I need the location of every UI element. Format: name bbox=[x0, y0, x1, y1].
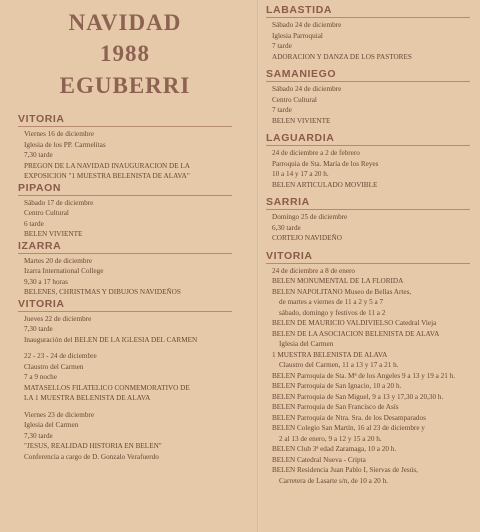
event-block bbox=[18, 314, 232, 346]
event-line: Centro Cultural bbox=[24, 209, 69, 217]
event-line: EXPOSICION "1 MUESTRA BELENISTA DE ALAVA" bbox=[24, 172, 190, 180]
event-line: sábado, domingo y festivos de 11 a 2 bbox=[279, 308, 386, 317]
event-section bbox=[266, 250, 470, 487]
event-block bbox=[266, 212, 470, 244]
event-line: 6 tarde bbox=[24, 219, 44, 228]
event-block bbox=[266, 148, 470, 190]
event-line: BELEN DE MAURICIO VALDIVIELSO Catedral Vieja bbox=[272, 319, 437, 327]
event-line: BELENES, CHRISTMAS Y DIBUJOS NAVIDEÑOS bbox=[24, 288, 181, 296]
event-line: 9,30 a 17 horas bbox=[24, 277, 68, 286]
event-section bbox=[266, 196, 470, 244]
event-line: CORTEJO NAVIDEÑO bbox=[272, 234, 342, 242]
event-line: BELEN DE LA ASOCIACION BELENISTA DE ALAVA bbox=[272, 329, 440, 338]
event-line: PREGON DE LA NAVIDAD INAUGURACION DE LA bbox=[24, 161, 190, 170]
event-line: BELEN VIVIENTE bbox=[24, 230, 83, 238]
right-sections bbox=[266, 4, 470, 486]
event-line: 7 tarde bbox=[272, 42, 292, 50]
event-line: de martes a viernes de 11 a 2 y 5 a 7 bbox=[279, 298, 384, 306]
left-sections bbox=[18, 113, 232, 462]
event-block bbox=[18, 351, 232, 404]
event-line: MATASELLOS FILATELICO CONMEMORATIVO DE bbox=[24, 383, 190, 392]
fold-line bbox=[257, 0, 259, 532]
event-line: BELEN Residencia Juan Pablo I, Siervas de Jesús, bbox=[272, 466, 418, 474]
right-column bbox=[266, 0, 470, 486]
title-navidad: NAVIDAD bbox=[68, 10, 182, 35]
event-block bbox=[18, 410, 232, 463]
event-line: BELEN Colegio San Martín, 16 al 23 de diciembre y bbox=[272, 424, 425, 432]
event-line: Iglesia de los PP. Carmelitas bbox=[24, 140, 106, 149]
event-line: 24 de diciembre a 8 de enero bbox=[272, 266, 356, 275]
event-line: 7,30 tarde bbox=[24, 151, 53, 159]
event-line: Jueves 22 de diciembre bbox=[24, 314, 92, 323]
event-line: Domingo 25 de diciembre bbox=[272, 213, 348, 221]
event-line: BELEN Parroquia de Sta. Mª de los Angeles 9 a 13 y 19 a 21 h. bbox=[272, 371, 456, 380]
event-section bbox=[18, 298, 232, 463]
event-line: Iglesia del Carmen bbox=[279, 340, 334, 348]
event-line: BELEN NAPOLITANO Museo de Bellas Artes, bbox=[272, 287, 412, 296]
section-town-title: LAGUARDIA bbox=[266, 132, 470, 146]
left-column bbox=[18, 0, 232, 462]
event-line: 24 de diciembre a 2 de febrero bbox=[272, 149, 360, 157]
event-line: 22 - 23 - 24 de diciembre bbox=[24, 352, 97, 360]
event-line: Sábado 24 de diciembre bbox=[272, 85, 342, 93]
event-line: BELEN Club 3ª edad Zaramaga, 10 a 20 h. bbox=[272, 445, 397, 453]
event-line: Inauguración del BELEN DE LA IGLESIA DEL CARMEN bbox=[24, 335, 198, 344]
event-line: Claustro del Carmen bbox=[24, 362, 84, 371]
event-line: 2 al 13 de enero, 9 a 12 y 15 a 20 h. bbox=[279, 434, 382, 443]
section-town-title: SAMANIEGO bbox=[266, 68, 470, 82]
section-town-title: VITORIA bbox=[18, 298, 232, 312]
event-line: Parroquia de Sta. María de los Reyes bbox=[272, 159, 379, 168]
event-line: BELEN Parroquia de San Miguel, 9 a 13 y 17,30 a 20,30 h. bbox=[272, 392, 444, 401]
event-line: BELEN Parroquia de Ntra. Sra. de los Desamparados bbox=[272, 413, 426, 422]
title-eguberri: EGUBERRI bbox=[59, 73, 191, 98]
event-line: BELEN VIVIENTE bbox=[272, 116, 331, 125]
event-block bbox=[18, 198, 232, 240]
event-section bbox=[266, 132, 470, 190]
event-line: Carretera de Lasarte s/n, de 10 a 20 h. bbox=[279, 476, 388, 485]
event-line: Izarra International College bbox=[24, 267, 104, 275]
event-line: LA 1 MUESTRA BELENISTA DE ALAVA bbox=[24, 394, 151, 402]
event-line: 10 a 14 y 17 a 20 h. bbox=[272, 170, 329, 178]
event-line: Viernes 16 de diciembre bbox=[24, 130, 95, 138]
event-line: BELEN Parroquia de San Ignacio, 10 a 20 h. bbox=[272, 382, 402, 390]
event-line: 1 MUESTRA BELENISTA DE ALAVA bbox=[272, 350, 388, 359]
event-line: Claustro del Carmen, 11 a 13 y 17 a 21 h. bbox=[279, 361, 399, 369]
section-town-title: VITORIA bbox=[18, 113, 232, 127]
event-line: BELEN ARTICULADO MOVIBLE bbox=[272, 180, 378, 189]
event-line: "JESUS, REALIDAD HISTORIA EN BELEN" bbox=[24, 442, 162, 450]
event-section bbox=[18, 240, 232, 298]
event-line: Viernes 23 de diciembre bbox=[24, 410, 95, 419]
event-section bbox=[266, 68, 470, 126]
section-town-title: VITORIA bbox=[266, 250, 470, 264]
event-line: BELEN Parroquia de San Francisco de Asís bbox=[272, 403, 399, 411]
event-line: 7 a 9 noche bbox=[24, 373, 57, 381]
event-line: Iglesia Parroquial bbox=[272, 31, 323, 40]
event-line: Sábado 24 de diciembre bbox=[272, 21, 342, 29]
event-section bbox=[18, 113, 232, 182]
section-town-title: SARRIA bbox=[266, 196, 470, 210]
event-block bbox=[266, 20, 470, 62]
event-line: BELEN MONUMENTAL DE LA FLORIDA bbox=[272, 277, 404, 285]
event-line: 7 tarde bbox=[272, 106, 292, 114]
section-town-title: IZARRA bbox=[18, 240, 232, 254]
event-line: 7,30 tarde bbox=[24, 431, 53, 440]
event-line: Centro Cultural bbox=[272, 95, 317, 104]
event-block bbox=[18, 129, 232, 182]
section-town-title: PIPAON bbox=[18, 182, 232, 196]
event-line: Sábado 17 de diciembre bbox=[24, 198, 94, 207]
event-block bbox=[18, 256, 232, 298]
event-section bbox=[266, 4, 470, 62]
section-town-title: LABASTIDA bbox=[266, 4, 470, 18]
event-line: ADORACION Y DANZA DE LOS PASTORES bbox=[272, 52, 412, 61]
event-block bbox=[266, 84, 470, 126]
event-line: 6,30 tarde bbox=[272, 223, 301, 232]
event-line: Martes 20 de diciembre bbox=[24, 256, 93, 265]
title-year: 1988 bbox=[100, 41, 150, 66]
event-line: Iglesia del Carmen bbox=[24, 421, 79, 429]
event-line: Conferencia a cargo de D. Gonzalo Verafuerdo bbox=[24, 452, 159, 461]
event-line: 7,30 tarde bbox=[24, 325, 53, 333]
event-block bbox=[266, 266, 470, 487]
event-line: BELEN Catedral Nueva - Cripta bbox=[272, 455, 366, 464]
event-section bbox=[18, 182, 232, 240]
